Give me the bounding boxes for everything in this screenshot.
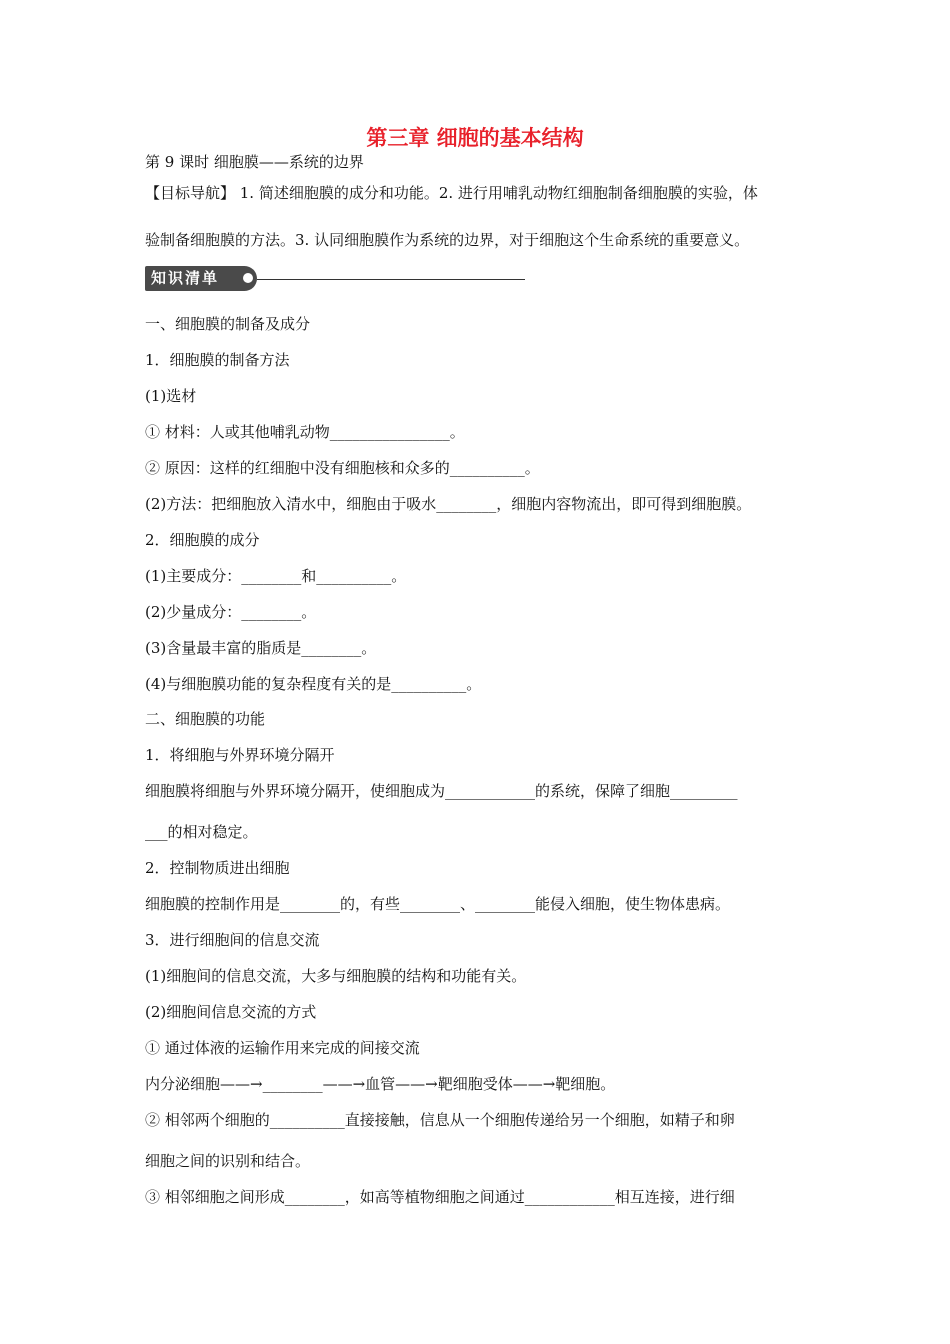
lesson-title: 第 9 课时 细胞膜——系统的边界 xyxy=(145,153,364,171)
fill-blank-line: ② 相邻两个细胞的__________直接接触，信息从一个细胞传递给另一个细胞，如精子和卵 xyxy=(145,1111,735,1129)
fill-blank-line: (3)含量最丰富的脂质是________。 xyxy=(145,639,377,657)
fill-blank-line: (2)方法：把细胞放入清水中，细胞由于吸水________，细胞内容物流出，即可得到细胞膜。 xyxy=(145,495,752,513)
fill-blank-line: (2)少量成分：________。 xyxy=(145,603,317,621)
text-line: ① 通过体液的运输作用来完成的间接交流 xyxy=(145,1039,420,1057)
text-line: (1)选材 xyxy=(145,387,197,405)
text-line: 1．将细胞与外界环境分隔开 xyxy=(145,746,335,764)
text-line: 2．控制物质进出细胞 xyxy=(145,859,290,877)
text-line: 3．进行细胞间的信息交流 xyxy=(145,931,320,949)
section-header xyxy=(145,265,525,293)
fill-blank-line: (4)与细胞膜功能的复杂程度有关的是__________。 xyxy=(145,675,482,693)
section-badge xyxy=(145,266,257,291)
text-line: (1)细胞间的信息交流，大多与细胞膜的结构和功能有关。 xyxy=(145,967,527,985)
text-line: 1．细胞膜的制备方法 xyxy=(145,351,290,369)
fill-blank-line: 内分泌细胞——→________——→血管——→靶细胞受体——→靶细胞。 xyxy=(145,1075,616,1093)
fill-blank-line: 细胞膜的控制作用是________的，有些________、________能侵入细胞，使生物体患病。 xyxy=(145,895,731,913)
fill-blank-line: ① 材料：人或其他哺乳动物________________。 xyxy=(145,423,465,441)
fill-blank-line: ③ 相邻细胞之间形成________，如高等植物细胞之间通过____________相互连接，进行细 xyxy=(145,1188,735,1206)
fill-blank-line: 细胞膜将细胞与外界环境分隔开，使细胞成为____________的系统，保障了细胞_________ xyxy=(145,782,738,800)
text-line: 2．细胞膜的成分 xyxy=(145,531,260,549)
section-rule xyxy=(257,279,525,280)
heading-1: 一、细胞膜的制备及成分 xyxy=(145,315,311,333)
section-badge-label: 知识清单 xyxy=(151,269,220,287)
fill-blank-line: (1)主要成分：________和__________。 xyxy=(145,567,407,585)
goals-line-1: 【目标导航】 1. 简述细胞膜的成分和功能。2. 进行用哺乳动物红细胞制备细胞膜的实验，体 xyxy=(145,184,758,202)
goals-line-2: 验制备细胞膜的方法。3. 认同细胞膜作为系统的边界，对于细胞这个生命系统的重要意义。 xyxy=(145,231,750,249)
fill-blank-line: ② 原因：这样的红细胞中没有细胞核和众多的__________。 xyxy=(145,459,540,477)
heading-2: 二、细胞膜的功能 xyxy=(145,710,266,728)
text-line: (2)细胞间信息交流的方式 xyxy=(145,1003,317,1021)
text-line: 细胞之间的识别和结合。 xyxy=(145,1152,311,1170)
chapter-title: 第三章 细胞的基本结构 xyxy=(366,126,584,150)
fill-blank-line: ___的相对稳定。 xyxy=(145,823,258,841)
badge-dot-icon xyxy=(243,273,253,283)
